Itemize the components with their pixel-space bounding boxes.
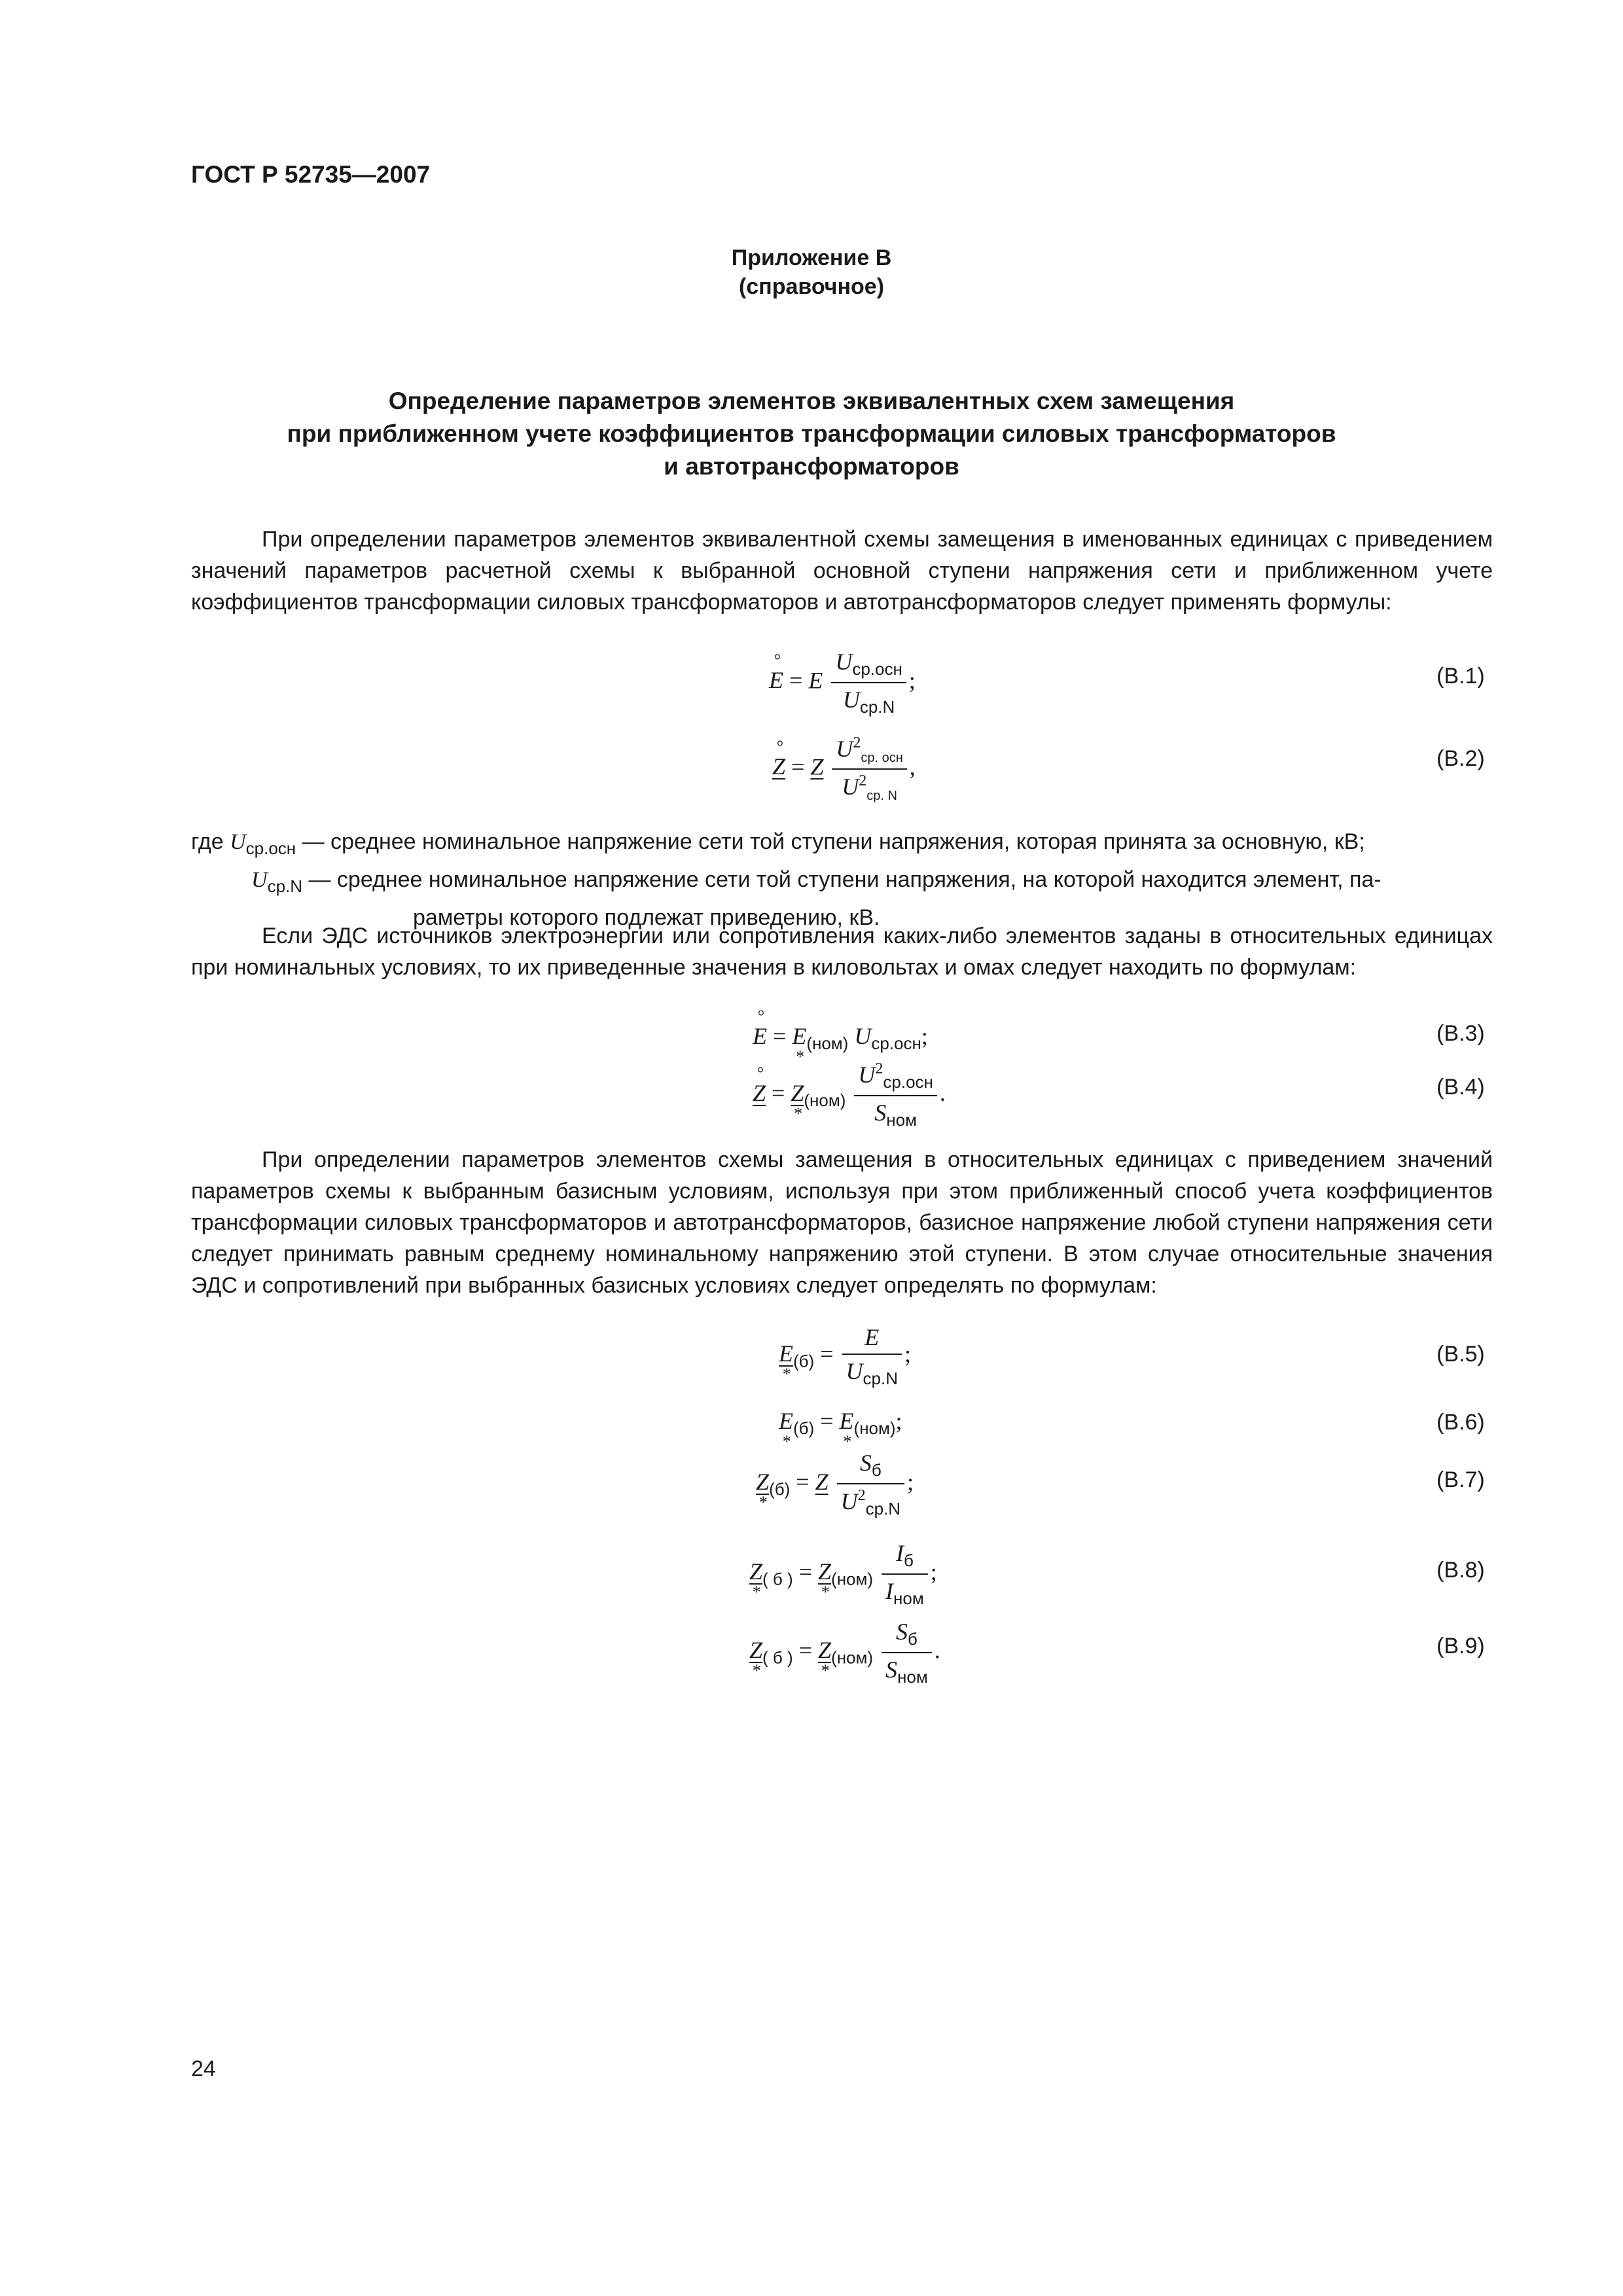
formula-b9: Z $*_{( б )} = Z$ $*_{(ном)}$ $\frac{S_б}{S_{ном}}$ . <box>749 1618 940 1687</box>
formula-b2: ° Z = Z $\frac{U^2_{ср. осн}}{U^2_{ср. N}}$ , <box>772 734 916 804</box>
fraction: $\frac{E}{U_{ср.N}}$ <box>842 1323 902 1389</box>
equation-number: (В.6) <box>1436 1410 1485 1435</box>
equation-number: (В.5) <box>1436 1342 1485 1367</box>
variable-definitions: где $U_{ср.осн}$ — среднее номинальное напряжение сети той ступени напряжения, которая принята за основную, кВ; $U_{ср.N}$ — среднее номинальное напряжение сети той ступени напряжения, на которой находится элемент, па- раметры которого подлежат приведению, кВ. <box>191 829 1382 930</box>
equation-number: (В.9) <box>1436 1634 1485 1659</box>
document-header: ГОСТ Р 52735—2007 <box>191 161 431 188</box>
title-line-2: при приближенном учете коэффициентов трансформации силовых трансформаторов <box>287 420 1336 447</box>
fraction: $\frac{S_б}{U^2_{ср.N}}$ <box>837 1449 904 1519</box>
formula-b4: ° Z = Z $*_{(ном)}$ $\frac{U^2_{ср.осн}}{S_{ном}}$ . <box>753 1060 946 1130</box>
formula-b3: ° E = E $*_{(ном)}$ $U_{ср.осн}$; <box>753 1022 928 1054</box>
formula-b6: E $*_{(б)} = E$ $*_{(ном)}$; <box>779 1407 902 1439</box>
equation-number: (В.1) <box>1436 664 1485 689</box>
title-line-3: и автотрансформаторов <box>664 453 959 480</box>
fraction: $\frac{U^2_{ср. осн}}{U^2_{ср. N}}$ <box>832 734 906 804</box>
fraction: $\frac{U^2_{ср.осн}}{S_{ном}}$ <box>854 1060 937 1130</box>
paragraph-base-conditions: При определении параметров элементов схемы замещения в относительных единицах с приведением значений параметров схемы к выбранным базисным условиям, используя при этом приближенный способ учета коэффициентов трансформации силовых трансформаторов и автотрансформаторов, базисное напряжение любой ступени напряжения сети следует принимать равным среднему номинальному напряжению этой ступени. В этом случае относительные значения ЭДС и сопротивлений при выбранных базисных условиях следует определять по формулам: <box>191 1147 1493 1298</box>
formula-b5: E $*_{(б)}$ = $\frac{E}{U_{ср.N}}$ ; <box>779 1323 911 1389</box>
paragraph-intro: При определении параметров элементов эквивалентной схемы замещения в именованных единицах с приведением значений параметров расчетной схемы к выбранной основной ступени напряжения сети и приближенном учете коэффициентов трансформации силовых трансформаторов и автотрансформаторов следует применять формулы: <box>191 527 1493 615</box>
formula-b8: Z $*_{( б )} = Z$ $*_{(ном)}$ $\frac{I_б}{I_{ном}}$ ; <box>749 1539 937 1609</box>
paragraph-relative-units: Если ЭДС источников электроэнергии или сопротивления каких-либо элементов заданы в относительных единицах при номинальных условиях, то их приведенные значения в киловольтах и омах следует находить по формулам: <box>191 924 1493 980</box>
fraction: $\frac{S_б}{S_{ном}}$ <box>882 1618 932 1687</box>
appendix-label: Приложение В <box>731 245 892 270</box>
formula-b7: Z $*_{(б)} = Z$ $\frac{S_б}{U^2_{ср.N}}$ ; <box>756 1449 914 1519</box>
fraction: $\frac{U_{ср.осн}}{U_{ср.N}}$ <box>831 648 906 717</box>
section-title <box>0 385 1623 483</box>
equation-number: (В.7) <box>1436 1467 1485 1492</box>
equation-number: (В.3) <box>1436 1021 1485 1046</box>
page-number: 24 <box>191 2056 216 2081</box>
equation-number: (В.8) <box>1436 1558 1485 1583</box>
formula-b1: ° E = E $\frac{U_{ср.осн}}{U_{ср.N}}$ ; <box>769 648 916 717</box>
appendix-heading <box>0 243 1623 301</box>
appendix-type: (справочное) <box>738 274 885 299</box>
fraction: $\frac{I_б}{I_{ном}}$ <box>882 1539 928 1609</box>
equation-number: (В.2) <box>1436 746 1485 771</box>
equation-number: (В.4) <box>1436 1075 1485 1100</box>
title-line-1: Определение параметров элементов эквивалентных схем замещения <box>388 387 1235 414</box>
